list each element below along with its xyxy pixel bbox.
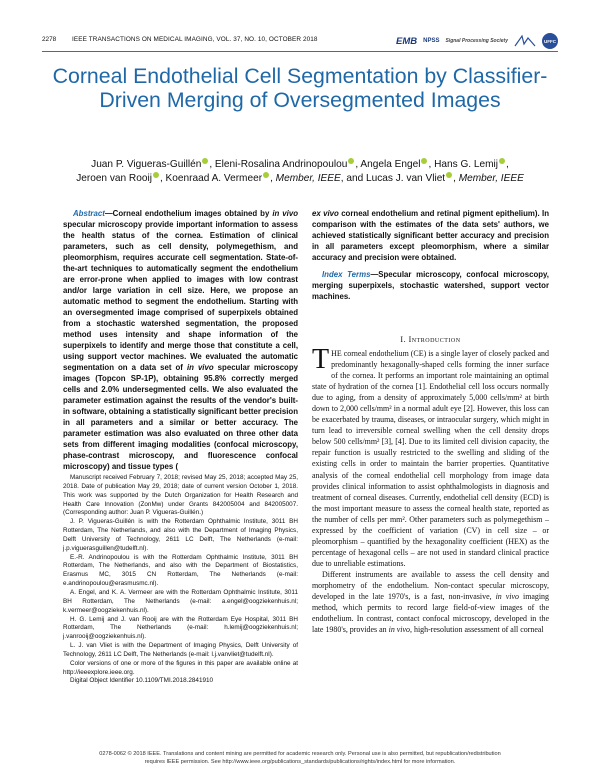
index-terms-text: —Specular microscopy, confocal microscopy, merging superpixels, stochastic watershed, support vector machines. — [312, 270, 549, 301]
uffc-wave-icon — [514, 34, 536, 48]
author-separator: , — [453, 172, 459, 184]
author-line-1 — [30, 158, 570, 172]
author-name: , Koenraad A. Vermeer — [159, 172, 263, 184]
footnote-manuscript: Manuscript received February 7, 2018; revised May 25, 2018; accepted May 25, 2018. Date of publication May 29, 2018; date of current version October 1, 2018. This work was supported by the Dutch Organization for Health Research and Health Care Innovation (ZonMw) under Grants 842005004 and 842005007. (Corresponding author: Juan P. Vigueras-Guillén.) — [63, 474, 298, 517]
abstract-label: Abstract — [73, 209, 105, 218]
footnote-affiliation: A. Engel, and K. A. Vermeer are with the Rotterdam Ophthalmic Institute, 3011 BH Rotterdam, The Netherlands (e-mail: a.engel@oogziekenhuis.nl; k.vermeer@oogziekenhuis.nl). — [63, 588, 298, 614]
author-membership: Member, IEEE — [458, 172, 524, 184]
author-list — [30, 158, 570, 185]
sps-logo: Signal Processing Society — [445, 38, 508, 44]
footnotes — [63, 474, 298, 686]
paragraph-text: , high-resolution assessment of all corneal — [410, 625, 544, 635]
copyright-notice — [42, 751, 558, 766]
journal-name: IEEE TRANSACTIONS ON MEDICAL IMAGING, VOL. 37, NO. 10, OCTOBER 2018 — [72, 36, 318, 43]
author-separator: , — [506, 159, 509, 170]
orcid-icon[interactable] — [263, 172, 269, 178]
lead-word: HE — [331, 349, 342, 358]
footnote-doi: Digital Object Identifier 10.1109/TMI.2018.2841910 — [70, 677, 214, 685]
paragraph-text: imaging method, which permits to record large field-of-view images of the endothelium. In contrast, contact confocal microscopy, developed in the late 1980's, provides an — [312, 592, 549, 635]
page-number: 2278 — [42, 36, 57, 43]
index-terms-label: Index Terms — [322, 270, 371, 279]
abstract — [63, 208, 298, 472]
dropcap: T — [312, 344, 330, 375]
paragraph-text-italic: in vivo — [388, 625, 410, 635]
abstract-text-italic: in vivo — [272, 209, 298, 218]
author-membership: Member, IEEE — [275, 172, 341, 184]
emb-logo: EMB — [396, 35, 418, 47]
orcid-icon[interactable] — [202, 158, 208, 164]
left-column — [63, 208, 298, 472]
paragraph-text: corneal endothelium (CE) is a single layer of closely packed and predominantly hexagonally-shaped cells forming the inner surface of the cornea. It performs an important role maintaining an optimal state of hydration of the cornea [1]. Endothelial cell loss occurs normally due to aging, from a density of approximately 5,000 cells/mm² at birth down to 2,000 cells/mm² in a normal adult eye [2]. However, this loss can be exacerbated by trauma, diseases, or intraocular surgery, which might in turn lead to irreversible corneal swelling when the cell density drops below 500 cells/mm² [3], [4]. Due to its limited cell division capacity, the repair function is usually restricted to the swelling and sliding of the existing cells in order to maintain the barrier properties. Quantitative analysis of the corneal endothelial cell morphology from image data provides clinical information to assist ophthalmologists in diagnosis and treatment of corneal diseases. Currently, endothelial cell density (ECD) is the most important measure to assess the corneal health state, reported as the number of cells per mm². Other parameters such as polymegethism – expressed by the coefficient of variation (CV) in cell size – or pleomorphism – quantified by the hexagonality coefficient (HEX) as the percentage of hexagonal cells – are not used in standard clinical practice due to unreliable estimations. — [312, 349, 549, 568]
orcid-icon[interactable] — [421, 158, 427, 164]
orcid-icon[interactable] — [348, 158, 354, 164]
right-column — [312, 208, 549, 302]
paper-title: Corneal Endothelial Cell Segmentation by Classifier-Driven Merging of Oversegmented Images — [52, 64, 548, 112]
footnote-affiliation: E.-R. Andrinopoulou is with the Rotterdam Ophthalmic Institute, 3011 BH Rotterdam, The Netherlands, and also with the Department of Biostatistics, Erasmus MC, 3015 CN Rotterdam, The Netherlands (e-mail: e.andrinopoulou@erasmusmc.nl). — [63, 553, 298, 588]
author-line-2 — [30, 172, 570, 186]
paragraph-text-italic: in vivo — [495, 592, 519, 602]
footnote-affiliation: H. G. Lemij and J. van Rooij are with the Rotterdam Eye Hospital, 3011 BH Rotterdam, The Netherlands (e-mail: h.lemij@oogziekenhuis.nl; j.vanrooij@oogziekenhuis.nl). — [63, 615, 298, 641]
author-name: , Eleni-Rosalina Andrinopoulou — [209, 159, 348, 170]
footnote-color-versions: Color versions of one or more of the figures in this paper are available online at http://ieeexplore.ieee.org. — [63, 659, 298, 676]
copyright-line: requires IEEE permission. See http://www.ieee.org/publications_standards/publications/rights/index.html for more information. — [144, 758, 456, 765]
npss-logo: NPSS — [423, 38, 440, 44]
orcid-icon[interactable] — [153, 172, 159, 178]
uffc-logo: UFFC — [542, 33, 558, 49]
author-separator: , — [270, 172, 276, 184]
society-logos — [396, 29, 558, 53]
abstract-text: corneal endothelium and retinal pigment epithelium). In comparison with the estimates of the data sets' authors, we achieved statistically significant better accuracy and precision in all parameters except pleomorphism, where a similar accuracy and precision were obtained. — [312, 209, 549, 262]
abstract-continued — [312, 208, 549, 263]
abstract-text-italic: ex vivo — [312, 209, 339, 218]
abstract-text-italic: in vivo — [186, 363, 214, 372]
author-name: Juan P. Vigueras-Guillén — [91, 159, 202, 170]
copyright-line: 0278-0062 © 2018 IEEE. Translations and content mining are permitted for academic research only. Personal use is also permitted, but republication/redistribution — [99, 751, 501, 757]
footnote-affiliation: L. J. van Vliet is with the Department of Imaging Physics, Delft University of Technology, 2611 LC Delft, The Netherlands (e-mail: l.j.vanvliet@tudelft.nl). — [63, 642, 298, 658]
abstract-text: specular microscopy provide important information to assess the health status of the cornea. Estimation of clinical parameters, such as cell density, polymegethism, and pleomorphism, requires accurate cell segmentation. State-of-the-art techniques to automatically segment the endothelium are error-prone when applied to images with low contrast and/or large variation in cell size. Here, we propose an automatic method to segment the endothelium. Starting with an oversegmented image comprised of superpixels obtained from a stochastic watershed segmentation, the proposed method uses intensity and shape information of the superpixels to identify and merge those that constitute a cell, using support vector machines. We evaluated the automatic segmentation on a data set of — [63, 220, 298, 372]
running-header — [42, 33, 558, 55]
author-name: , Hans G. Lemij — [428, 159, 499, 170]
footnote-affiliation: J. P. Vigueras-Guillén is with the Rotterdam Ophthalmic Institute, 3011 BH Rotterdam, The Netherlands, and also with the Department of Imaging Physics, Delft University of Technology, 2611 LC Delft, The Netherlands (e-mail: j.p.viguerasguillen@tudelft.nl). — [63, 518, 298, 552]
section-number: I. — [400, 335, 407, 344]
paragraph — [312, 569, 549, 635]
index-terms — [312, 269, 549, 302]
section-heading — [312, 335, 549, 344]
author-name: Jeroen van Rooij — [76, 172, 152, 184]
abstract-text: —Corneal endothelium images obtained by — [104, 209, 273, 218]
author-name: , and Lucas J. van Vliet — [340, 172, 446, 184]
abstract-text: specular microscopy images (Topcon SP-1P), obtaining 95.8% correctly merged cells and 2.0% undersegmented cells. We also evaluated the parameter estimation against the results of the vendor's built-in software, obtaining a statistically significant better precision in all parameters and a similar or better accuracy. The parameter estimation was also evaluated on three other data sets from different imaging modalities (confocal microscopy, phase-contrast microscopy, and fluorescence confocal microscopy) and tissue types ( — [63, 363, 298, 471]
orcid-icon[interactable] — [446, 172, 452, 178]
author-name: , Angela Engel — [355, 159, 421, 170]
introduction-body — [312, 344, 549, 635]
orcid-icon[interactable] — [499, 158, 505, 164]
paragraph-text: Different instruments are available to assess the cell density and morphometry of the endothelium. Non-contact specular microscopy, developed in the late 1970's, is a fast, non-invasive, — [312, 569, 549, 602]
section-title: Introduction — [408, 335, 461, 344]
header-rule — [42, 51, 558, 52]
paragraph — [312, 344, 549, 569]
